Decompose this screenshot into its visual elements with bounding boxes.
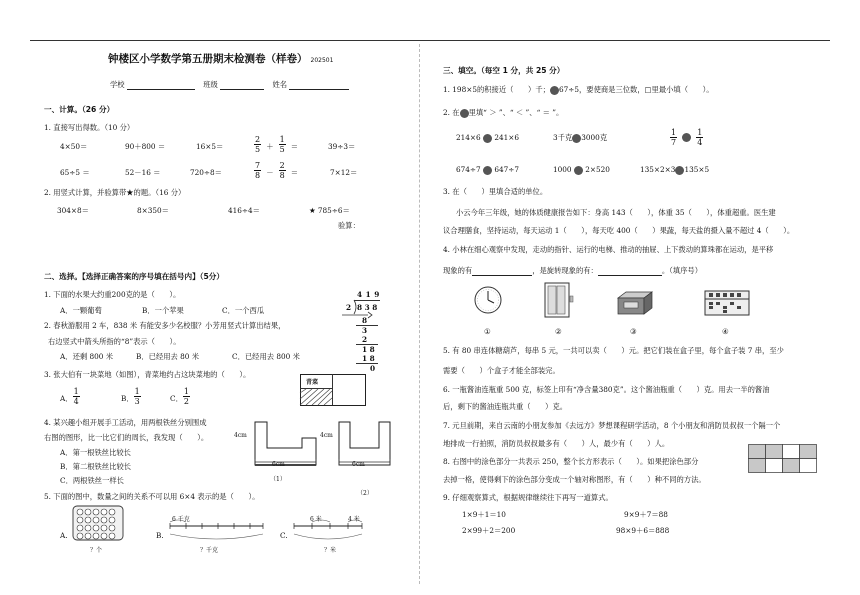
s2-q4-b: B．第二根铁丝比较长 xyxy=(60,462,132,471)
s2-q1: 1. 下面的水果大约重200克的是（ ）。 xyxy=(44,290,181,299)
calc-2: 90＋800 ＝ xyxy=(125,142,166,151)
s2-q5-a: A. xyxy=(60,531,68,540)
s3-q9: 9. 仔细观察算式，根据规律继续往下再写一道算式。 xyxy=(443,493,613,502)
s3-q4-line2: 现象的有 ，是旋转现象的有： 。（填序号） xyxy=(443,266,702,275)
cmp-6: 135×2×3 135×5 xyxy=(640,165,710,174)
class-label: 班级 xyxy=(203,80,218,89)
calc-4: $\frac{2}{5}$ ＋ $\frac{1}{5}$ ＝ xyxy=(255,135,299,154)
s2-q3: 3. 张大伯有一块菜地（如图），青菜地约占这块菜地的（ ）。 xyxy=(44,370,251,379)
name-label: 姓名 xyxy=(272,80,288,89)
cmp-1: 214×6 241×6 xyxy=(456,133,520,142)
section-1-title: 一、计算。（26 分） xyxy=(44,105,115,114)
b-bottom-label: ？千克 xyxy=(200,547,219,554)
calc-7: 52－16 ＝ xyxy=(125,168,161,177)
s2-q1-b: B．一个苹果 xyxy=(142,306,184,315)
pic-num-3: ③ xyxy=(630,327,637,336)
s3-q3-line2: 议合理膳食，坚持运动，每天运动 1（ ），每天吃 400（ ）果蔬，每天盐的摄入量不超过 4（ ）。 xyxy=(443,226,795,235)
column-divider xyxy=(419,44,420,584)
calc-8: 720÷8＝ xyxy=(190,168,222,177)
compare-circle-icon xyxy=(460,109,469,118)
vcalc-4: ★ 785÷6＝ xyxy=(309,206,350,215)
s3-q6-line2: 后，剩下的酱油连瓶共重（ ）克。 xyxy=(443,402,568,411)
s3-q7-line1: 7. 元旦前期，来自云南的小朋友参加《去远方》梦想课程研学活动，8 个小朋友和消防员叔叔一个隔一个 xyxy=(443,421,781,430)
s2-q1-c: C．一个西瓜 xyxy=(222,306,265,315)
s3-q2: 2. 在 里填“ ＞ ”、“ ＜ ”、“ ＝ ”。 xyxy=(443,108,564,117)
equation-2: 9×9＋7＝88 xyxy=(624,510,668,519)
clock-icon xyxy=(473,285,503,315)
s2-q2-a: A．还剩 800 米 xyxy=(60,352,114,361)
drawer-icon xyxy=(614,290,656,320)
pic-num-1: ① xyxy=(484,327,491,336)
s3-q3: 3. 在（ ）里填合适的单位。 xyxy=(443,187,548,196)
vcalc-3: 416÷4＝ xyxy=(228,206,260,215)
compare-slot[interactable] xyxy=(682,133,691,142)
top-rule xyxy=(30,40,830,41)
s2-q2-c: C．已经用去 800 米 xyxy=(232,352,300,361)
school-label: 学校 xyxy=(110,80,125,89)
s2-q2-b: B．已经用去 80 米 xyxy=(136,352,200,361)
s3-q7-line2: 地排成一行拍照，消防员叔叔最多有（ ）人，最少有（ ）人。 xyxy=(443,439,670,448)
cmp-2: 3千克 3000克 xyxy=(553,133,608,142)
compare-slot[interactable] xyxy=(483,134,492,143)
shaded-rectangle-grid xyxy=(748,444,820,476)
year-code: 202501 xyxy=(310,57,334,64)
s2-q4-a: A．第一根铁丝比较长 xyxy=(60,448,131,457)
egg-count-label: ？个 xyxy=(90,547,103,554)
s3-q4-line1: 4. 小林在细心观察中发现，走动的指针、运行的电梯、推动的抽屉、上下拨动的算珠都在运动，是平移 xyxy=(443,245,774,254)
rotation-answer[interactable] xyxy=(598,267,662,276)
calc-10: 7×12＝ xyxy=(330,168,358,177)
s2-q5-b: B. xyxy=(156,531,164,540)
pic-num-2: ② xyxy=(555,327,562,336)
c-top-label-1: 6 米 xyxy=(310,516,322,523)
c-bottom-label: ？米 xyxy=(324,547,337,554)
s3-q5-line2: 需要（ ）个盒子才能全部装完。 xyxy=(443,366,560,375)
s1-q1-label: 1. 直接写出得数。（10 分） xyxy=(44,123,135,132)
s3-q5-line1: 5. 有 80 串连体糖葫芦，每串 5 元，一共可以卖（ ）元。把它们装在盒子里，每个盒子装 7 串，至少 xyxy=(443,346,784,355)
egg-tray-figure xyxy=(72,505,132,543)
calc-6: 65÷5 ＝ xyxy=(60,168,90,177)
s3-q8-line1: 8. 右图中的涂色部分一共表示 250，整个长方形表示（ ）。如果把涂色部分 xyxy=(443,457,699,466)
calc-3: 16×5＝ xyxy=(196,142,224,151)
s2-q2-line2: 右边竖式中箭头所指的“8”表示（ ）。 xyxy=(48,337,181,346)
s2-q1-a: A．一颗葡萄 xyxy=(60,306,102,315)
school-field[interactable] xyxy=(127,81,195,90)
s3-q1: 1. 198×5的积接近（ ）千； 67÷5，要使商是三位数，□里最小填（ ）。 xyxy=(443,85,714,94)
s3-q3-line1: 小云今年三年级，她的体质健康报告如下：身高 143（ ），体重 35（ ），体重超重。医生建 xyxy=(456,208,776,217)
calc-5: 39÷3＝ xyxy=(328,142,356,151)
page-title xyxy=(108,51,333,66)
cmp-5: 1000 2×520 xyxy=(553,165,610,174)
line-model-c xyxy=(292,518,392,548)
s2-q4-line2: 右图的图形，比一比它们的周长，我发现（ ）。 xyxy=(44,433,209,442)
vcalc-2: 8×350＝ xyxy=(137,206,169,215)
compare-circle-icon xyxy=(550,86,559,95)
s2-q4-c: C．两根铁丝一样长 xyxy=(60,476,124,485)
name-field[interactable] xyxy=(289,81,349,90)
class-field[interactable] xyxy=(220,81,264,90)
cmp-3: $\frac{1}{7}$ $\frac{1}{4}$ xyxy=(671,128,703,147)
s2-q3-a: A． $\frac{1}{4}$ xyxy=(60,387,79,406)
pic-num-4: ④ xyxy=(722,327,729,336)
vcalc-1: 304×8＝ xyxy=(57,206,89,215)
s2-q5: 5. 下面的图中，数量之间的关系不可以用 6×4 表示的是（ ）。 xyxy=(44,492,260,501)
calc-1: 4×50＝ xyxy=(60,142,88,151)
calc-9: $\frac{7}{8}$ － $\frac{2}{8}$ ＝ xyxy=(255,161,299,180)
vegetable-label: 青菜 xyxy=(306,379,319,386)
compare-slot[interactable] xyxy=(572,134,581,143)
equation-3: 2×99＋2＝200 xyxy=(462,526,516,535)
compare-slot[interactable] xyxy=(574,166,583,175)
c-top-label-2: 4 米 xyxy=(348,516,360,523)
s2-q3-c: C． $\frac{1}{2}$ xyxy=(170,387,189,406)
b-top-label: 6 千克 xyxy=(172,516,190,523)
s2-q3-b: B． $\frac{1}{3}$ xyxy=(121,387,140,406)
s3-q6-line1: 6. 一瓶酱油连瓶重 500 克，标签上印有“净含量380克”。这个酱油瓶重（ ）克。用去一半的酱油 xyxy=(443,385,770,394)
equation-1: 1×9＋1＝10 xyxy=(462,510,506,519)
compare-slot[interactable] xyxy=(483,166,492,175)
s1-q2-label: 2. 用竖式计算，并验算带★的题。（16 分） xyxy=(44,188,186,197)
title-text: 钟楼区小学数学第五册期末检测卷（样卷） xyxy=(108,53,308,65)
elevator-icon xyxy=(544,282,574,320)
cmp-4: 674÷7 647÷7 xyxy=(456,165,520,174)
equation-4: 98×9＋6＝888 xyxy=(616,526,670,535)
s3-q8-line2: 去掉一格，使得剩下的涂色部分变成一个轴对称图形，有（ ）种不同的方法。 xyxy=(443,475,706,484)
check-label: 验算： xyxy=(338,221,360,230)
s2-q5-c: C. xyxy=(280,531,288,540)
section-2-title: 二、选择。【选择正确答案的序号填在括号内】（5分） xyxy=(44,272,224,281)
s2-q2-line1: 2. 春秋游服用 2 车，838 米 有能安多少名校服？小芳用竖式计算出结果， xyxy=(44,321,286,330)
section-3-title: 三、填空。（每空 1 分，共 25 分） xyxy=(443,66,565,75)
abacus-icon xyxy=(704,290,754,318)
translation-answer[interactable] xyxy=(472,267,532,276)
s2-q4-line1: 4. 某兴趣小组开展手工活动，用两根铁丝分别围成 xyxy=(44,418,207,427)
student-info xyxy=(110,80,349,90)
